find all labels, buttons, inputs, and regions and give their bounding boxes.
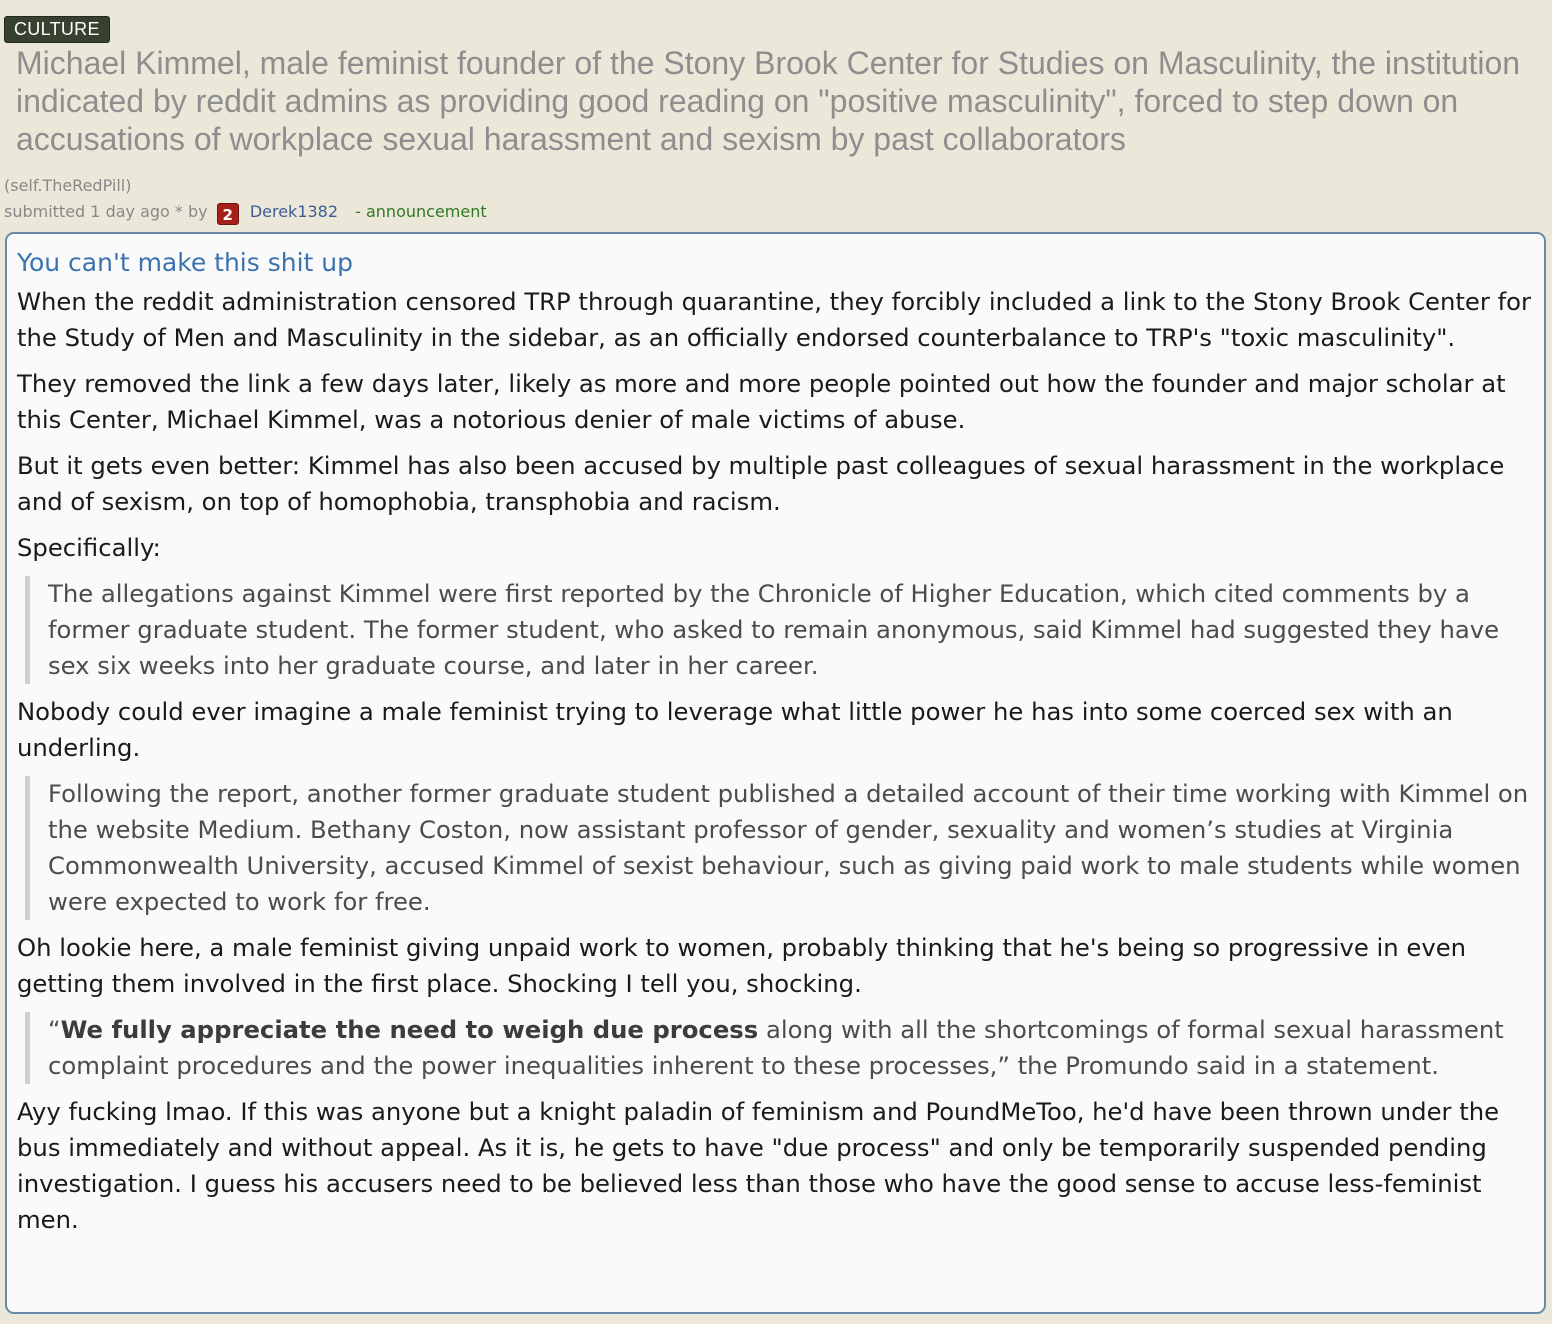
blockquote: The allegations against Kimmel were first reported by the Chronicle of Higher Education, which cited comments by a former graduate student. The former student, who asked to remain anonymous, said Kimmel had suggested they have sex six weeks into her graduate course, and later in her career. bbox=[25, 576, 1532, 684]
flair-badge[interactable]: CULTURE bbox=[4, 16, 110, 43]
quote-text: along with all the shortcomings of formal sexual harassment complaint procedures and the power inequalities inherent to these processes,” the Promundo said in a statement. bbox=[48, 1015, 1504, 1080]
announcement-label: - announcement bbox=[355, 202, 487, 221]
post-tagline bbox=[4, 201, 487, 225]
post-domain[interactable]: (self.TheRedPill) bbox=[4, 176, 132, 195]
post-body-heading: You can't make this shit up bbox=[17, 248, 353, 277]
post-body bbox=[5, 232, 1546, 1314]
blockquote bbox=[25, 1012, 1532, 1084]
paragraph: They removed the link a few days later, likely as more and more people pointed out how the founder and major scholar at this Center, Michael Kimmel, was a notorious denier of male victims of abuse. bbox=[17, 369, 1506, 434]
paragraph: Nobody could ever imagine a male feminist trying to leverage what little power he has into some coerced sex with an underling. bbox=[17, 697, 1453, 762]
user-badge: 2 bbox=[217, 203, 239, 225]
paragraph: Specifically: bbox=[17, 533, 161, 562]
post-title[interactable]: Michael Kimmel, male feminist founder of the Stony Brook Center for Studies on Masculinity, the institution indicated by reddit admins as providing good reading on "positive masculinity", forced to step down on accusations of workplace sexual harassment and sexism by past collaborators bbox=[16, 45, 1521, 157]
paragraph: Ayy fucking lmao. If this was anyone but a knight paladin of feminism and PoundMeToo, he'd have been thrown under the bus immediately and without appeal. As it is, he gets to have "due process" and only be temporarily suspended pending investigation. I guess his accusers need to be believed less than those who have the good sense to accuse less-feminist men. bbox=[17, 1097, 1500, 1234]
paragraph: But it gets even better: Kimmel has also been accused by multiple past colleagues of sexual harassment in the workplace and of sexism, on top of homophobia, transphobia and racism. bbox=[17, 451, 1505, 516]
paragraph: Oh lookie here, a male feminist giving unpaid work to women, probably thinking that he's being so progressive in even getting them involved in the first place. Shocking I tell you, shocking. bbox=[17, 933, 1467, 998]
paragraph: When the reddit administration censored TRP through quarantine, they forcibly included a link to the Stony Brook Center for the Study of Men and Masculinity in the sidebar, as an officially endorsed counterbalance to TRP's "toxic masculinity". bbox=[17, 287, 1531, 352]
blockquote: Following the report, another former graduate student published a detailed account of their time working with Kimmel on the website Medium. Bethany Coston, now assistant professor of gender, sexuality and women’s studies at Virginia Commonwealth University, accused Kimmel of sexist behaviour, such as giving paid work to male students while women were expected to work for free. bbox=[25, 776, 1532, 920]
author-link[interactable]: Derek1382 bbox=[249, 202, 339, 221]
quote-open-mark: “ bbox=[48, 1015, 61, 1044]
quote-bold-text: We fully appreciate the need to weigh due process bbox=[60, 1015, 759, 1044]
submitted-text: submitted 1 day ago * by bbox=[4, 202, 208, 221]
